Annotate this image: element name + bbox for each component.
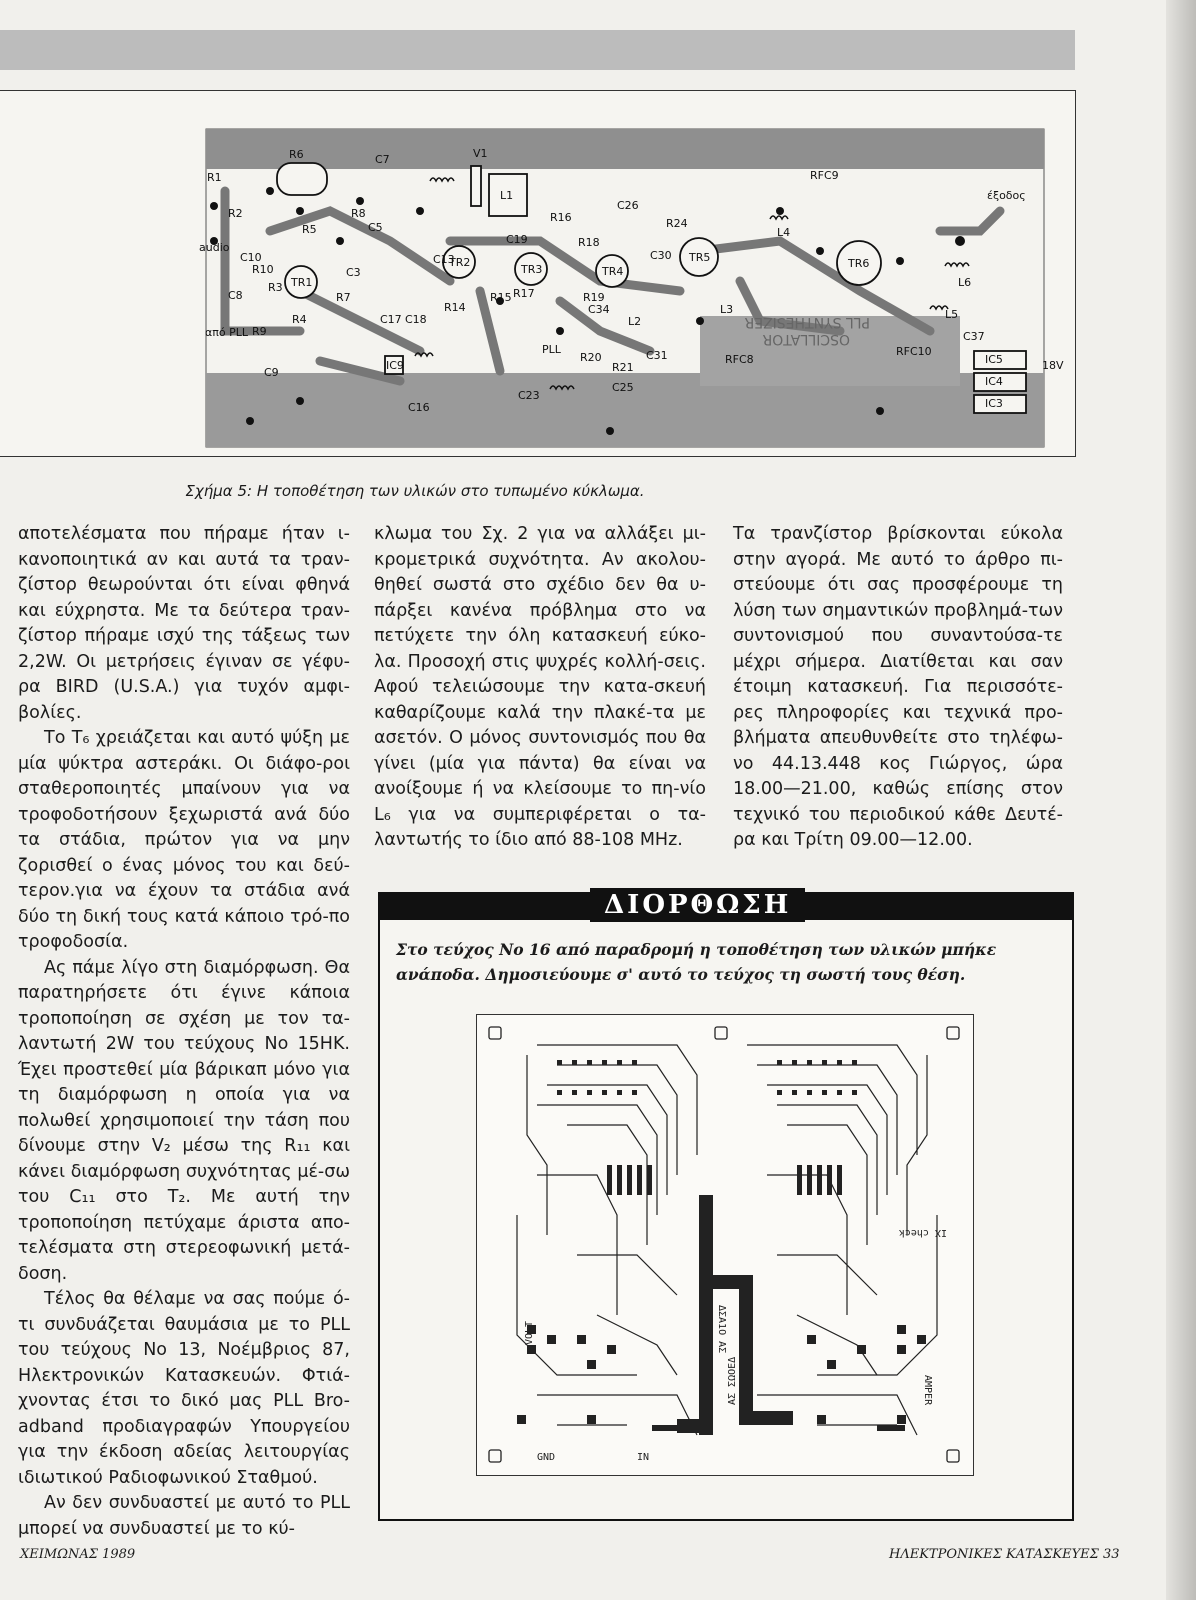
erratum-text: Στο τεύχος Νο 16 από παραδρομή η τοποθέτηση των υλικών μπήκε ανάποδα. Δημοσιεύουμε σ' αυτό το τεύχος τη σωστή τους θέση.: [396, 940, 997, 984]
label-tr1: TR1: [291, 276, 313, 289]
label-tr5: TR5: [689, 251, 711, 264]
ground-plane-top: [206, 129, 1044, 169]
label-c37: C37: [963, 330, 985, 343]
label-r9: R9: [252, 325, 267, 338]
label-r7: R7: [336, 291, 351, 304]
label-r3: R3: [268, 281, 283, 294]
label-v1: V1: [473, 147, 488, 160]
label-tr4: TR4: [602, 265, 624, 278]
label-c25: C25: [612, 381, 634, 394]
varicap-v1: [471, 166, 481, 206]
label-l6: L6: [958, 276, 972, 289]
label-r1: R1: [207, 171, 222, 184]
mirrored-label-pll-synthesizer: PLL SYNTHESIZER: [744, 314, 870, 330]
pcb-label-ic-check: IX check: [898, 1227, 947, 1238]
footer-magazine-page: ΗΛΕΚΤΡΟΝΙΚΕΣ ΚΑΤΑΣΚΕΥΕΣ 33: [889, 1547, 1120, 1562]
label-c30: C30: [650, 249, 672, 262]
label-c13: C13: [433, 253, 455, 266]
ic-pin-rows: [557, 1060, 857, 1195]
paragraph: Το T₆ χρειάζεται και αυτό ψύξη με μία ψύκτρα αστεράκι. Οι διάφο-ροι σταθεροποιητές μπαίνουν για να τροφοδοτήσουν ξεχωριστά ανά δύο τα στάδια, πρώτον για να μην ζορισθεί ο ένας μόνος του και δεύ-τερον.για να έχουν τα στάδια ανά δύο τη δική τους κατά κάποιο τρό-πο τροφοδοσία.: [18, 728, 350, 952]
figure-caption: Σχήμα 5: Η τοποθέτηση των υλικών στο τυπωμένο κύκλωμα.: [185, 482, 645, 500]
paragraph: Αν δεν συνδυαστεί με αυτό το PLL μπορεί να συνδυαστεί με το κύ-: [18, 1493, 350, 1539]
label-l5: L5: [945, 308, 959, 321]
paragraph: Τέλος θα θέλαμε να σας πούμε ό-τι συνδυάζεται θαυμάσια με το PLL του τεύχους Νο 13, Νοέμβριος 87, Ηλεκτρονικών Κατασκευών. Φτιά-χνοντας έτσι το δικό μας PLL Bro-adband προδιαγραφών Υπουργείου για την έκδοση αδείας λειτουργίας ιδιωτικού Ραδιοφωνικού Σταθμού.: [18, 1289, 350, 1488]
pcb-label-gnd: GND: [537, 1452, 556, 1463]
label-r10: R10: [252, 263, 274, 276]
article-column-1: [18, 522, 350, 1542]
footer-issue-date: ΧΕΙΜΩΝΑΣ 1989: [20, 1547, 136, 1562]
label-r21: R21: [612, 361, 634, 374]
label-l1: L1: [500, 189, 514, 202]
article-column-2: [374, 522, 706, 854]
label-l2: L2: [628, 315, 642, 328]
erratum-box: [378, 892, 1074, 1521]
label-c9: C9: [264, 366, 279, 379]
label-ic4: IC4: [985, 375, 1003, 388]
label-supply-18v: 18V: [1042, 359, 1064, 372]
label-tr6: TR6: [848, 257, 870, 270]
label-rfc9: RFC9: [810, 169, 839, 182]
label-r8: R8: [351, 207, 366, 220]
pcb-label-reversed-a: ΔΣΑ1Ο ΑΣ: [716, 1305, 727, 1354]
label-r2: R2: [228, 207, 243, 220]
label-c3: C3: [346, 266, 361, 279]
top-gray-band: [0, 30, 1075, 70]
article-column-3: [733, 522, 1063, 854]
pcb-label-reversed-b: ΑΣ ΣΩΟΕΔ: [727, 1356, 738, 1405]
label-r6: R6: [289, 148, 304, 161]
page-edge-shadow: [1166, 0, 1196, 1600]
label-c10: C10: [240, 251, 262, 264]
label-c7: C7: [375, 153, 390, 166]
label-rfc8: RFC8: [725, 353, 754, 366]
pcb-label-volt: VOLT: [524, 1320, 535, 1345]
label-r15: R15: [490, 291, 512, 304]
figure-component-layout: [0, 90, 1076, 457]
label-ic3: IC3: [985, 397, 1003, 410]
label-c16: C16: [408, 401, 430, 414]
label-r19: R19: [583, 291, 605, 304]
label-r24: R24: [666, 217, 688, 230]
label-l3: L3: [720, 303, 734, 316]
pcb-artwork: [477, 1015, 973, 1475]
label-r4: R4: [292, 313, 307, 326]
label-ic5: IC5: [985, 353, 1003, 366]
paragraph: αποτελέσματα που πήραμε ήταν ι-κανοποιητικά αν και αυτά τα τραν-ζίστορ θεωρούνται ότι είναι φθηνά και εύχρηστα. Με τα δεύτερα τραν-ζίστορ πήραμε ισχύ της τάξεως των 2,2W. Οι μετρήσεις έγιναν σε γέφυ-ρα BIRD (U.S.A.) για τυχόν αμφι-βολίες.: [18, 524, 350, 723]
label-tr3: TR3: [521, 263, 543, 276]
label-r14: R14: [444, 301, 466, 314]
pcb-traces-right: [747, 1045, 937, 1435]
label-r16: R16: [550, 211, 572, 224]
label-c17: C17: [380, 313, 402, 326]
label-tr2: TR2: [449, 256, 471, 269]
mirrored-label-oscillator: OSCILLATOR: [762, 331, 850, 347]
label-c19: C19: [506, 233, 528, 246]
paragraph: κλωμα του Σχ. 2 για να αλλάξει μι-κρομετρικά συχνότητα. Αν ακολου-θηθεί σωστά στο σχέδιο δεν θα υ-πάρξει κανένα πρόβλημα στο να πετύχετε την όλη κατασκευή εύκο-λα. Προσοχή στις ψυχρές κολλή-σεις. Αφού τελειώσουμε την κατα-σκευή καθαρίζουμε καλά την πλακέ-τα με ασετόν. Ο μόνος συντονισμός που θα γίνει (μία για πάντα) θα είναι να ανοίξουμε ή να κλείσουμε το πη-νίο L₆ για να συμπεριφέρεται ο τα-λαντωτής το ίδιο από 88-108 MHz.: [374, 524, 706, 850]
label-r5: R5: [302, 223, 317, 236]
label-r20: R20: [580, 351, 602, 364]
label-c34: C34: [588, 303, 610, 316]
label-apo-pll: από PLL: [205, 326, 248, 339]
label-r17: R17: [513, 287, 535, 300]
label-c31: C31: [646, 349, 668, 362]
label-c5: C5: [368, 221, 383, 234]
label-rfc10: RFC10: [896, 345, 932, 358]
erratum-pcb-layout: [476, 1014, 974, 1476]
label-l4: L4: [777, 226, 791, 239]
erratum-title: ΔΙΟΡΘΩΣΗ: [590, 888, 805, 922]
pcb-label-in: IN: [637, 1452, 650, 1463]
label-c8: C8: [228, 289, 243, 302]
label-c23: C23: [518, 389, 540, 402]
label-c18: C18: [405, 313, 427, 326]
pcb-traces-left: [517, 1045, 697, 1435]
label-c26: C26: [617, 199, 639, 212]
paragraph: Τα τρανζίστορ βρίσκονται εύκολα στην αγορά. Με αυτό το άρθρο πι-στεύουμε ότι σας προσφέρουμε τη λύση των σημαντικών προβλημά-των συντονισμού που συναντούσα-τε μέχρι σήμερα. Διατίθεται και σαν έτοιμη κατασκευή. Για περισσότε-ρες πληροφορίες και τεχνικά προ-βλήματα απευθυνθείτε στο τηλέφω-νο 44.13.448 κος Γιώργος, ώρα 18.00—21.00, καθώς επίσης στον τεχνικό του περιοδικού κάθε Δευτέ-ρα και Τρίτη 09.00—12.00.: [733, 524, 1063, 850]
trimmer-r6: [277, 163, 327, 195]
paragraph: Ας πάμε λίγο στη διαμόρφωση. Θα παρατηρήσετε ότι έγινε κάποια τροποποίηση σε σχέση με τον τα-λαντωτή 2W του τεύχους Νο 15ΗΚ. Έχει προστεθεί μία βάρικαπ μόνο για τη διαμόρφωση η οποία για να πολωθεί χρησιμοποιεί την τάση που δίνουμε στην V₂ μέσω της R₁₁ και κάνει διαμόρφωση συχνότητας μέ-σω του C₁₁ στο T₂. Με αυτή την τροποποίηση πετύχαμε άριστα απο-τελέσματα στη στερεοφωνική μετά-δοση.: [18, 957, 350, 1284]
label-ic9: IC9: [386, 359, 404, 372]
label-pll: PLL: [542, 343, 561, 356]
label-audio: audio: [199, 241, 230, 254]
label-r18: R18: [578, 236, 600, 249]
pcb-placement-diagram: [0, 91, 1075, 456]
pcb-label-amper: AMPER: [922, 1375, 933, 1406]
label-exodos: έξοδος: [987, 189, 1026, 202]
